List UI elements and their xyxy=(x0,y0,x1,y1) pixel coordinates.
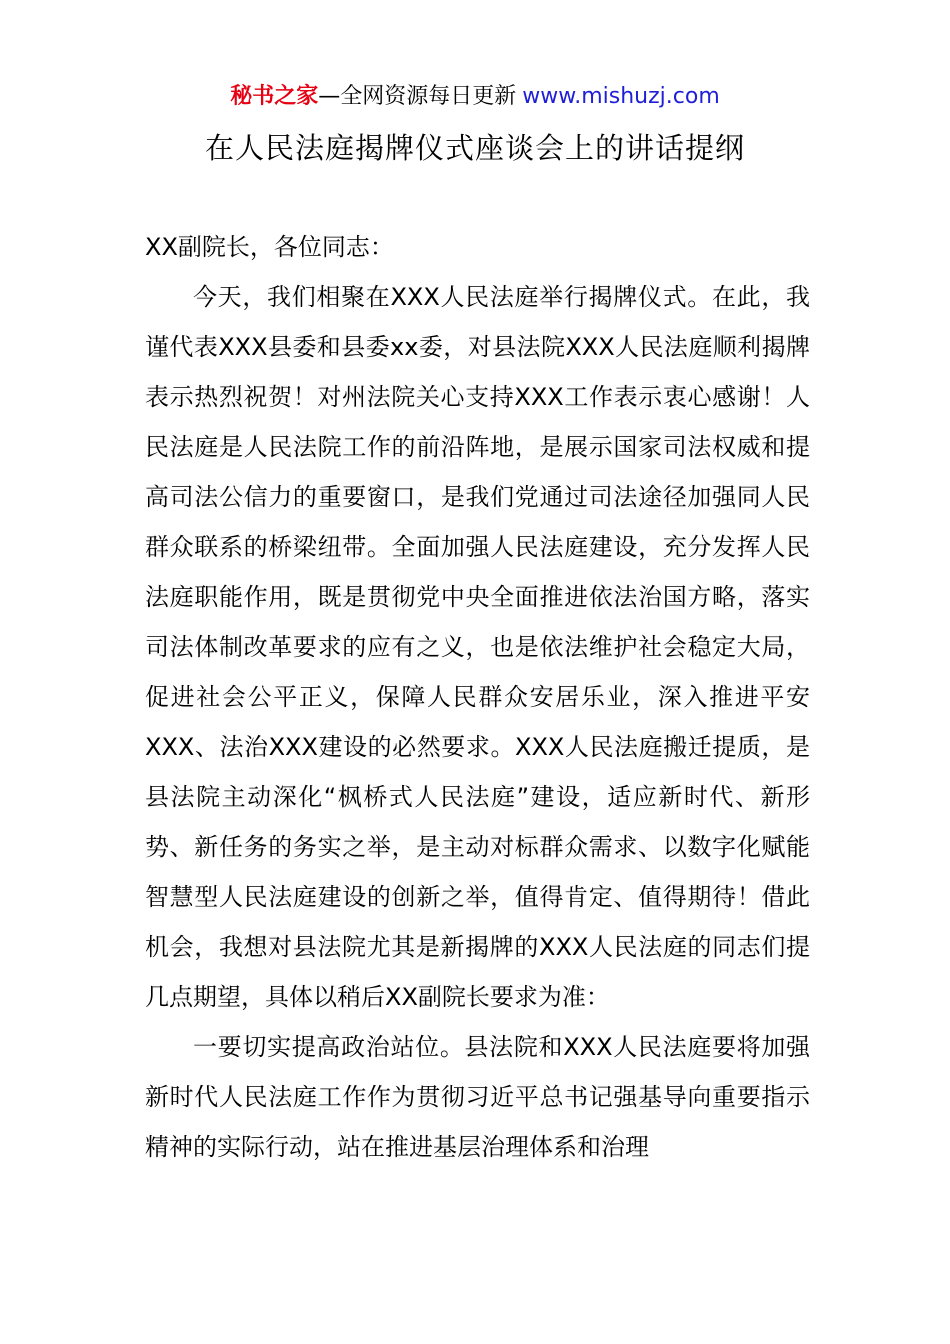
paragraph-2: 一要切实提高政治站位。县法院和XXX人民法庭要将加强新时代人民法庭工作作为贯彻习近平总书记强基导向重要指示精神的实际行动，站在推进基层治理体系和治理 xyxy=(145,1033,810,1161)
paragraph-1: 今天，我们相聚在XXX人民法庭举行揭牌仪式。在此，我谨代表XXX县委和县委xx委，对县法院XXX人民法庭顺利揭牌表示热烈祝贺！对州法院关心支持XXX工作表示衷心感谢！人民法庭是人民法院工作的前沿阵地，是展示国家司法权威和提高司法公信力的重要窗口，是我们党通过司法途径加强同人民群众联系的桥梁纽带。全面加强人民法庭建设，充分发挥人民法庭职能作用，既是贯彻党中央全面推进依法治国方略，落实司法体制改革要求的应有之义，也是依法维护社会稳定大局，促进社会公平正义，保障人民群众安居乐业，深入推进平安XXX、法治XXX建设的必然要求。XXX人民法庭搬迁提质，是县法院主动深化“枫桥式人民法庭”建设，适应新时代、新形势、新任务的务实之举，是主动对标群众需求、以数字化赋能智慧型人民法庭建设的创新之举，值得肯定、值得期待！借此机会，我想对县法院尤其是新揭牌的XXX人民法庭的同志们提几点期望，具体以稍后XX副院长要求为准： xyxy=(145,283,810,1011)
salutation: XX副院长，各位同志： xyxy=(145,233,394,261)
banner-tagline: —全网资源每日更新 xyxy=(318,84,517,109)
document-title: 在人民法庭揭牌仪式座谈会上的讲话提纲 xyxy=(204,131,745,165)
site-banner xyxy=(0,82,950,112)
document-body xyxy=(145,222,810,1172)
brand-name: 秘书之家 xyxy=(230,84,319,109)
site-url-link[interactable]: www.mishuzj.com xyxy=(522,84,720,109)
